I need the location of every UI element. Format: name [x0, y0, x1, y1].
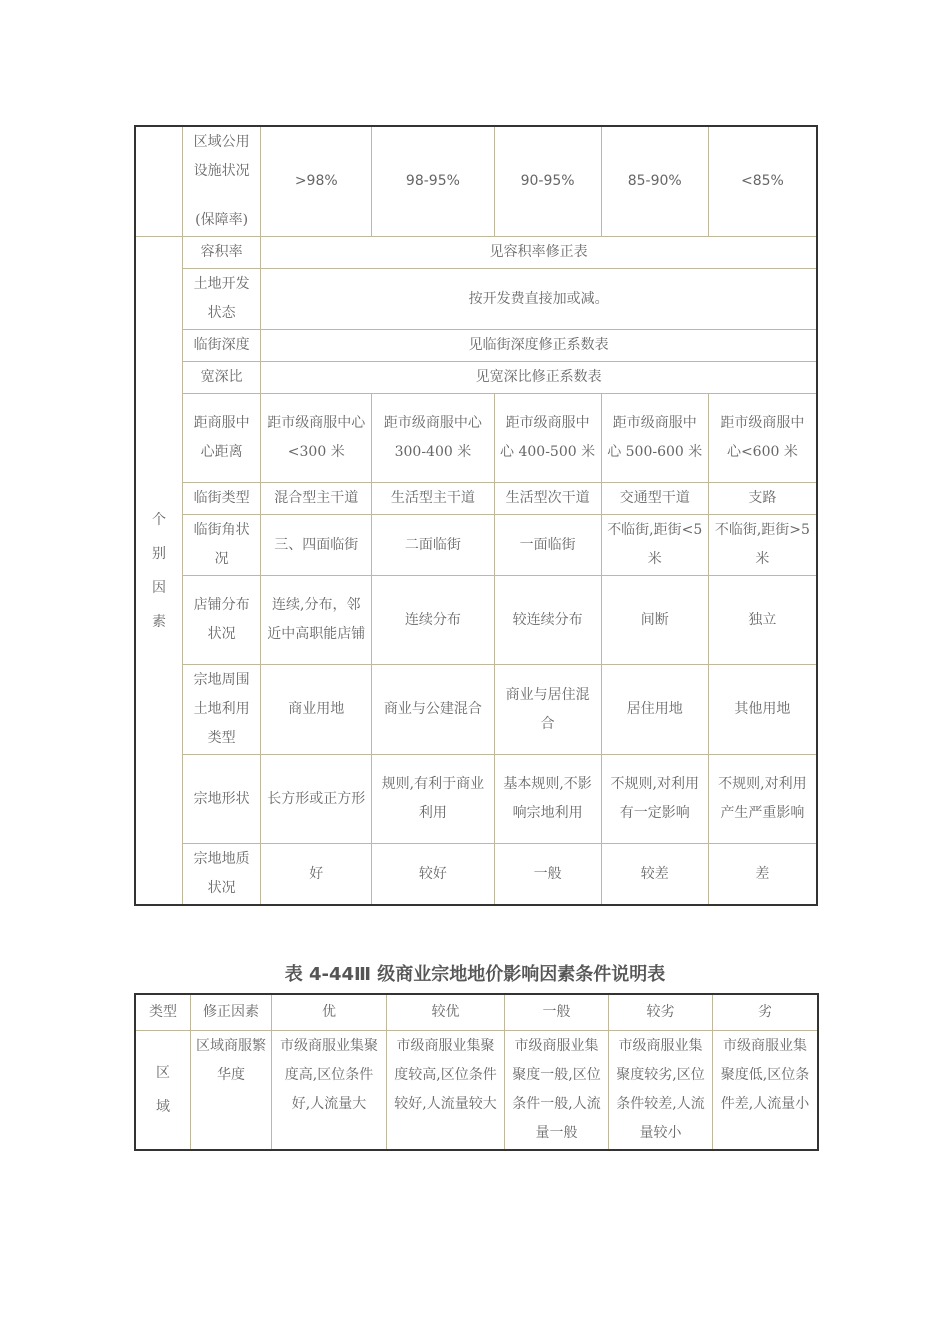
label-line: 状况 [207, 626, 236, 642]
table-cell: 距市级商服中心<600 米 [708, 394, 816, 483]
label-line: 况 [214, 551, 229, 567]
table-cell: 居住用地 [601, 665, 708, 755]
table-row [136, 844, 817, 905]
table-row [136, 1031, 818, 1150]
table-cell: 一面临街 [494, 515, 601, 576]
table-cell: 商业与居住混合 [494, 665, 601, 755]
row-label [183, 665, 261, 755]
table-cell: 市级商服业集聚度高,区位条件好,人流量大 [272, 1031, 387, 1150]
table-cell: 间断 [601, 576, 708, 665]
table-cell: 距市级商服中心<300 米 [261, 394, 372, 483]
table-cell: 规则,有利于商业利用 [372, 755, 494, 844]
table-row [136, 483, 817, 515]
table-row [136, 665, 817, 755]
table-row [136, 394, 817, 483]
table-row [136, 515, 817, 576]
row-label: 临街类型 [183, 483, 261, 515]
group-label-individual-factors [136, 237, 183, 905]
label-line: 临街角状 [193, 522, 250, 538]
table-cell: 一般 [494, 844, 601, 905]
table-cell: 不规则,对利用产生严重影响 [708, 755, 816, 844]
row-label: 宽深比 [183, 362, 261, 394]
table-cell: <85% [708, 127, 816, 237]
table-cell: 市级商服业集聚度一般,区位条件一般,人流量一般 [505, 1031, 609, 1150]
table-cell: 较连续分布 [494, 576, 601, 665]
label-line: 状况 [207, 880, 236, 896]
type-char: 区 [156, 1065, 170, 1081]
table-cell: 市级商服业集聚度低,区位条件差,人流量小 [713, 1031, 818, 1150]
table-cell: 二面临街 [372, 515, 494, 576]
column-header: 类型 [136, 995, 191, 1031]
table-cell: 85-90% [601, 127, 708, 237]
column-header: 劣 [713, 995, 818, 1031]
table-cell: 不临街,距街<5 米 [601, 515, 708, 576]
table-caption: 表 4-44Ⅲ 级商业宗地地价影响因素条件说明表 [284, 964, 666, 985]
table-cell: 市级商服业集聚度较劣,区位条件较差,人流量较小 [609, 1031, 713, 1150]
factor-table-lower [135, 994, 818, 1150]
table-cell: 生活型次干道 [494, 483, 601, 515]
label-spacer [188, 186, 255, 206]
table-cell: 距市级商服中心 500-600 米 [601, 394, 708, 483]
table-note: 见宽深比修正系数表 [261, 362, 817, 394]
table-cell: 商业用地 [261, 665, 372, 755]
group-char: 因 [152, 579, 167, 596]
table-cell: 不临街,距街>5 米 [708, 515, 816, 576]
row-label: 宗地形状 [183, 755, 261, 844]
column-header: 一般 [505, 995, 609, 1031]
row-label [183, 844, 261, 905]
table-note: 见容积率修正表 [261, 237, 817, 269]
row-label: 临街深度 [183, 330, 261, 362]
table-cell: 较好 [372, 844, 494, 905]
label-line: 心距离 [200, 444, 243, 460]
label-line: 店铺分布 [193, 597, 250, 613]
table-cell: 较差 [601, 844, 708, 905]
table-cell: 距市级商服中心 400-500 米 [494, 394, 601, 483]
table-cell: 生活型主干道 [372, 483, 494, 515]
table-note: 按开发费直接加或减。 [261, 269, 817, 330]
table-cell: 支路 [708, 483, 816, 515]
group-char: 个 [152, 511, 167, 528]
label-line: (保障率) [195, 212, 249, 228]
group-char: 别 [152, 545, 167, 562]
column-header: 较优 [387, 995, 505, 1031]
table-cell: >98% [261, 127, 372, 237]
table-cell: 其他用地 [708, 665, 816, 755]
table-cell: 基本规则,不影响宗地利用 [494, 755, 601, 844]
table-row [136, 330, 817, 362]
label-line: 宗地周围 [193, 672, 250, 688]
table-header-row [136, 995, 818, 1031]
table-cell: 三、四面临街 [261, 515, 372, 576]
table-row [136, 127, 817, 237]
group-char: 素 [152, 613, 167, 630]
table-cell: 市级商服业集聚度较高,区位条件较好,人流量较大 [387, 1031, 505, 1150]
table-cell: 距市级商服中心 300-400 米 [372, 394, 494, 483]
label-line: 宗地地质 [193, 851, 250, 867]
row-label: 区域商服繁华度 [191, 1031, 272, 1150]
table-cell: 差 [708, 844, 816, 905]
blank-group-cell [136, 127, 183, 237]
table-row [136, 269, 817, 330]
table-cell: 连续分布 [372, 576, 494, 665]
table-cell: 商业与公建混合 [372, 665, 494, 755]
table-cell: 交通型干道 [601, 483, 708, 515]
label-line: 土地利用 [193, 701, 250, 717]
table-row [136, 576, 817, 665]
row-label [183, 269, 261, 330]
table-row [136, 237, 817, 269]
row-label [183, 576, 261, 665]
row-type-label [136, 1031, 191, 1150]
row-label [183, 515, 261, 576]
table-cell: 长方形或正方形 [261, 755, 372, 844]
label-line: 设施状况 [193, 163, 250, 179]
row-label: 容积率 [183, 237, 261, 269]
table-row [136, 362, 817, 394]
table-cell: 不规则,对利用有一定影响 [601, 755, 708, 844]
type-char: 域 [156, 1099, 170, 1115]
table-cell: 好 [261, 844, 372, 905]
table-note: 见临街深度修正系数表 [261, 330, 817, 362]
table-cell: 98-95% [372, 127, 494, 237]
column-header: 优 [272, 995, 387, 1031]
factor-table-upper [135, 126, 817, 905]
label-line: 土地开发 [193, 276, 250, 292]
table-row [136, 755, 817, 844]
label-line: 区域公用 [193, 134, 250, 150]
table-cell: 混合型主干道 [261, 483, 372, 515]
table-cell: 独立 [708, 576, 816, 665]
table-cell: 90-95% [494, 127, 601, 237]
label-line: 类型 [207, 730, 236, 746]
column-header: 修正因素 [191, 995, 272, 1031]
row-label [183, 127, 261, 237]
row-label [183, 394, 261, 483]
label-line: 距商服中 [193, 415, 250, 431]
table-cell: 连续,分布，邻近中高职能店铺 [261, 576, 372, 665]
label-line: 状态 [207, 305, 236, 321]
column-header: 较劣 [609, 995, 713, 1031]
